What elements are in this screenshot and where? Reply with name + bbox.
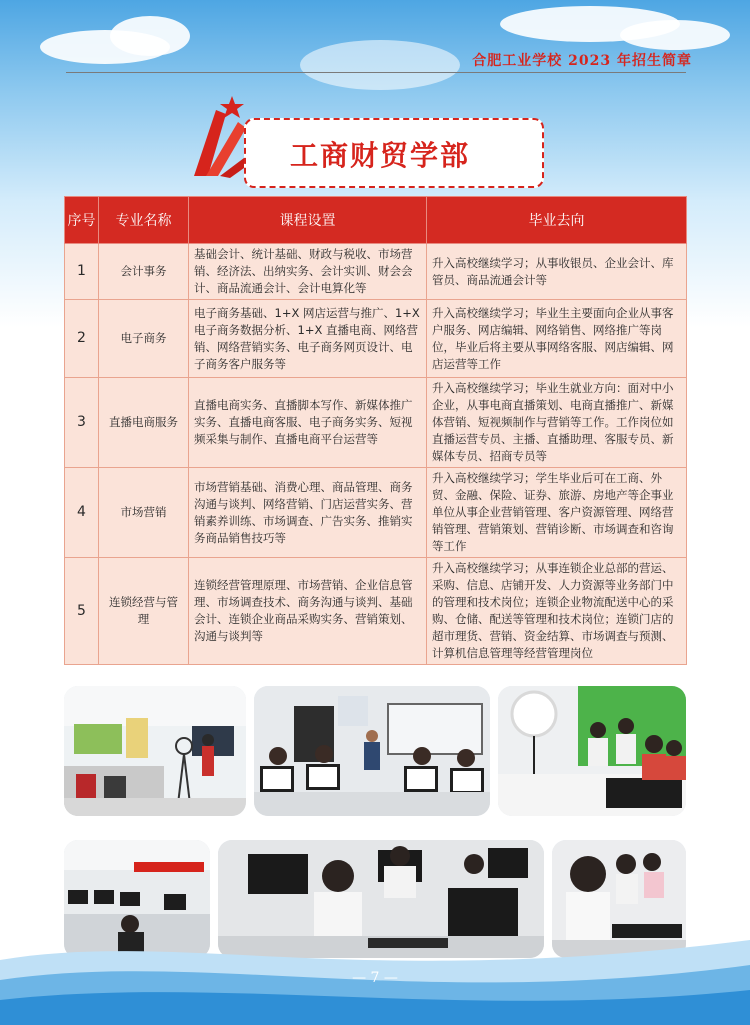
career-path: 升入高校继续学习；毕业生主要面向企业从事客户服务、网店编辑、网络销售、网络推广等岗位，毕业后将主要从事网络客服、网店编辑、网店运营等工作 <box>427 300 687 378</box>
classroom-photo-livestream <box>64 686 246 816</box>
career-path: 升入高校继续学习；从事收银员、企业会计、库管员、商品流通会计等 <box>427 244 687 300</box>
header-divider <box>66 72 686 73</box>
major-name: 直播电商服务 <box>99 378 189 468</box>
row-number: 3 <box>65 378 99 468</box>
table-row <box>65 378 687 468</box>
table-row <box>65 468 687 558</box>
school-header: 合肥工业学校 2023 年招生简章 <box>472 53 692 69</box>
page-number: — 7 — <box>352 970 398 986</box>
table-row <box>65 300 687 378</box>
major-name: 市场营销 <box>99 468 189 558</box>
course-list: 电子商务基础、1+X 网店运营与推广、1+X 电子商务数据分析、1+X 直播电商、网络营销、网络营销实务、电子商务网页设计、电子商务客户服务等 <box>189 300 427 378</box>
career-path: 升入高校继续学习；从事连锁企业总部的营运、采购、信息、店铺开发、人力资源等业务部门中的管理和技术岗位；连锁企业物流配送中心的采购、仓储、配送等管理和技术岗位；连锁门店的超市理货、营销、资金结算、市场调查与预测、计算机信息管理等经营管理岗位 <box>427 558 687 665</box>
course-list: 市场营销基础、消费心理、商品管理、商务沟通与谈判、网络营销、门店运营实务、营销素养训练、市场调查、广告实务、推销实务商品销售技巧等 <box>189 468 427 558</box>
row-number: 1 <box>65 244 99 300</box>
table-row <box>65 558 687 665</box>
table-header-row <box>65 197 687 244</box>
course-list: 连锁经营管理原理、市场营销、企业信息管理、市场调查技术、商务沟通与谈判、基础会计、连锁企业商品采购实务、营销策划、沟通与谈判等 <box>189 558 427 665</box>
classroom-photo-computer-lab <box>254 686 490 816</box>
career-path: 升入高校继续学习；学生毕业后可在工商、外贸、金融、保险、证券、旅游、房地产等企事业单位从事企业营销管理、客户资源管理、网络营销管理、营销策划、营销诊断、市场调查和咨询等工作 <box>427 468 687 558</box>
row-number: 5 <box>65 558 99 665</box>
row-number: 2 <box>65 300 99 378</box>
header-courses: 课程设置 <box>189 197 427 244</box>
cloud-decoration <box>110 16 190 56</box>
header-no: 序号 <box>65 197 99 244</box>
cloud-decoration <box>300 40 460 90</box>
major-name: 连锁经营与管理 <box>99 558 189 665</box>
career-path: 升入高校继续学习；毕业生就业方向：面对中小企业，从事电商直播策划、电商直播推广、新媒体营销、短视频制作与营销等工作。工作岗位如直播运营专员、主播、直播助理、客服专员、新媒体专员、招商专员等 <box>427 378 687 468</box>
header-major: 专业名称 <box>99 197 189 244</box>
course-list: 直播电商实务、直播脚本写作、新媒体推广实务、直播电商客服、电子商务实务、短视频采集与制作、直播电商平台运营等 <box>189 378 427 468</box>
row-number: 4 <box>65 468 99 558</box>
major-table <box>64 196 687 665</box>
header-career: 毕业去向 <box>427 197 687 244</box>
course-list: 基础会计、统计基础、财政与税收、市场营销、经济法、出纳实务、会计实训、财会会计、商品流通会计、会计电算化等 <box>189 244 427 300</box>
major-name: 会计事务 <box>99 244 189 300</box>
classroom-photo-green-screen <box>498 686 686 816</box>
section-title: 工商财贸学部 <box>290 139 471 172</box>
major-name: 电子商务 <box>99 300 189 378</box>
cloud-decoration <box>620 20 730 50</box>
table-row <box>65 244 687 300</box>
